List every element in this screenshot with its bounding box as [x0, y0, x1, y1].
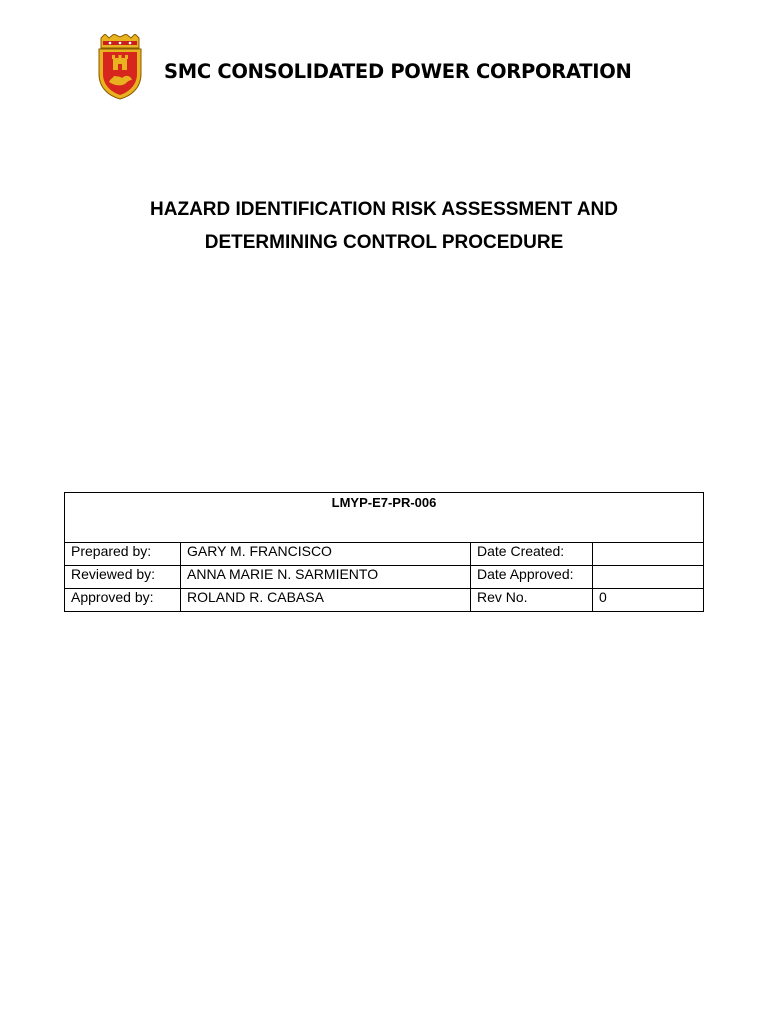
prepared-by-label: Prepared by: — [65, 543, 181, 566]
company-name: SMC CONSOLIDATED POWER CORPORATION — [164, 60, 632, 83]
reviewed-by-label: Reviewed by: — [65, 566, 181, 589]
reviewed-by-value: ANNA MARIE N. SARMIENTO — [181, 566, 471, 589]
table-row — [65, 589, 704, 612]
date-created-label: Date Created: — [471, 543, 593, 566]
rev-no-value: 0 — [593, 589, 704, 612]
company-crest-logo — [95, 34, 145, 100]
document-control-table — [64, 492, 704, 612]
rev-no-label: Rev No. — [471, 589, 593, 612]
approved-by-label: Approved by: — [65, 589, 181, 612]
date-approved-value — [593, 566, 704, 589]
document-title-line-1: HAZARD IDENTIFICATION RISK ASSESSMENT AND — [150, 199, 618, 220]
document-number-row — [65, 493, 704, 543]
crest-logo-icon — [95, 34, 145, 100]
prepared-by-value: GARY M. FRANCISCO — [181, 543, 471, 566]
document-number: LMYP-E7-PR-006 — [65, 493, 704, 543]
document-title-line-2: DETERMINING CONTROL PROCEDURE — [204, 232, 564, 253]
table-row — [65, 543, 704, 566]
approved-by-value: ROLAND R. CABASA — [181, 589, 471, 612]
date-approved-label: Date Approved: — [471, 566, 593, 589]
date-created-value — [593, 543, 704, 566]
table-row — [65, 566, 704, 589]
